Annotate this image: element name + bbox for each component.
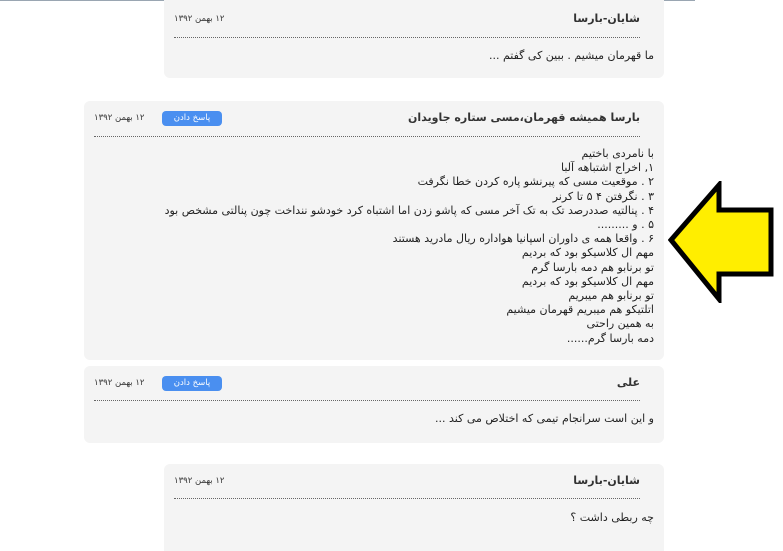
comment-line: با نامردی باختیم xyxy=(581,147,654,160)
comment-date: ۱۲ بهمن ۱۳۹۲ xyxy=(174,476,225,486)
comment-divider xyxy=(94,136,640,137)
comment-line: مهم ال کلاسیکو بود که بردیم xyxy=(521,274,654,288)
comment-divider xyxy=(94,400,640,401)
comment-line: مهم ال کلاسیکو بود که بردیم xyxy=(521,246,654,260)
comment-card-2 xyxy=(84,101,664,360)
comment-line: ۴ . پنالتیه صددرصد تک به تک آخر مسی که پاشو زدن اما اشتباه کرد خودشو ننداخت چون پنالتی مشخص بود xyxy=(164,203,654,217)
comment-text: و این است سرانجام تیمی که اختلاص می کند ... xyxy=(435,412,654,425)
comment-line: ۲ . موقعیت مسی که پیرنشو پاره کردن خطا نگرفت xyxy=(417,175,654,189)
comment-line: تو برنابو هم دمه بارسا گرم xyxy=(531,260,654,274)
comment-author[interactable]: شایان-بارسا xyxy=(573,474,640,487)
comment-line: ۶ . واقعا همه ی داوران اسپانیا هواداره ریال مادرید هستند xyxy=(392,232,654,246)
reply-button[interactable]: پاسخ دادن xyxy=(162,111,222,126)
comment-card-reply-1 xyxy=(164,0,664,78)
comment-text: ما قهرمان میشیم . ببین کی گفتم ... xyxy=(488,49,654,62)
comment-author[interactable]: علی xyxy=(616,376,640,389)
comment-divider xyxy=(174,37,640,38)
comment-divider xyxy=(174,498,640,499)
comment-line: دمه بارسا گرم...... xyxy=(566,331,654,345)
comment-line: ۱, اخراج اشتباهه آلبا xyxy=(560,161,654,175)
comment-date: ۱۲ بهمن ۱۳۹۲ xyxy=(174,14,225,24)
comment-card-reply-4 xyxy=(164,464,664,551)
reply-button[interactable]: پاسخ دادن xyxy=(162,376,222,391)
comment-author[interactable]: شایان-بارسا xyxy=(573,12,640,25)
comment-line: اتلتیکو هم میبریم قهرمان میشیم xyxy=(506,303,654,317)
comment-line: تو برنابو هم میبریم xyxy=(568,289,654,303)
comment-date: ۱۲ بهمن ۱۳۹۲ xyxy=(94,378,145,388)
arrow-left-icon xyxy=(668,181,774,303)
comment-author[interactable]: بارسا همیشه قهرمان،مسی ستاره جاویدان xyxy=(408,111,640,124)
comment-card-3 xyxy=(84,366,664,443)
comment-line: به همین راحتی xyxy=(586,317,654,331)
comment-line: ۳ . نگرفتن ۴ ۵ تا کرنر xyxy=(552,189,654,203)
comment-line: ۵ . و ......... xyxy=(597,218,654,232)
comment-text: چه ربطی داشت ؟ xyxy=(570,511,654,524)
comment-text xyxy=(165,147,654,346)
comment-date: ۱۲ بهمن ۱۳۹۲ xyxy=(94,113,145,123)
